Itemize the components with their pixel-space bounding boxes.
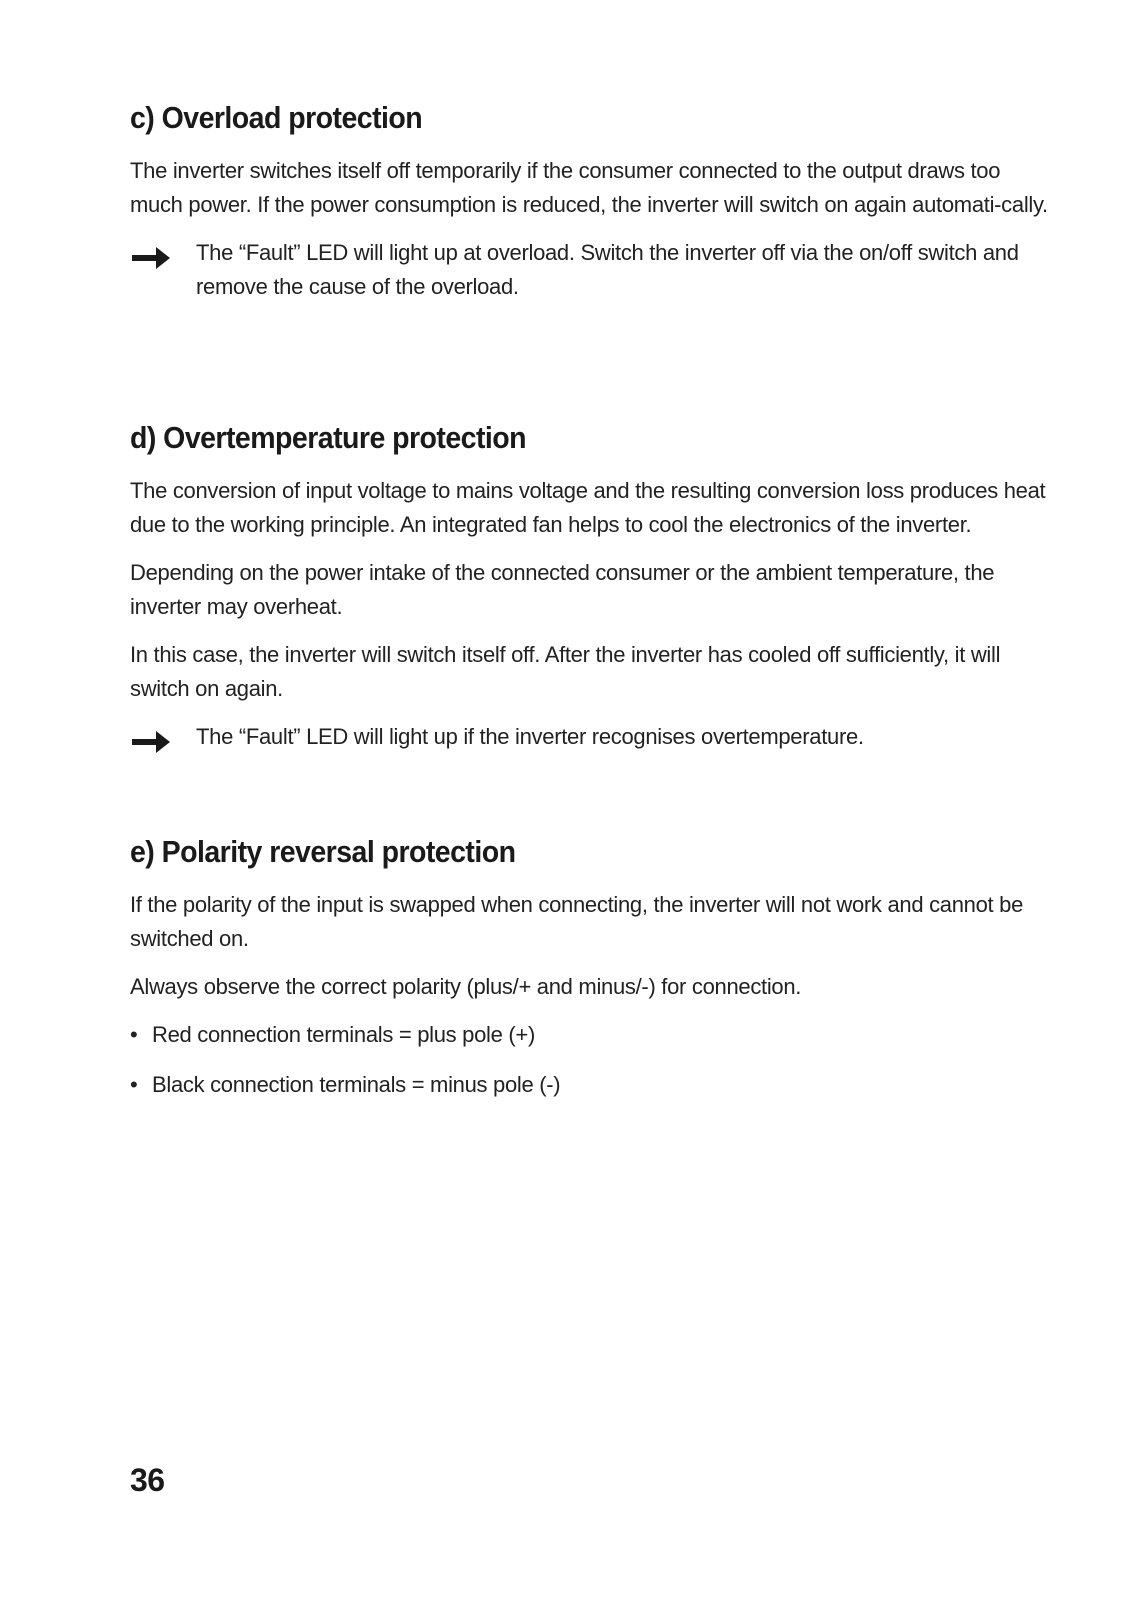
list-item	[130, 1068, 1050, 1102]
list-item	[130, 1018, 1050, 1052]
section-polarity-reversal-protection	[130, 832, 1050, 1118]
paragraph: The conversion of input voltage to mains voltage and the resulting conversion loss produces heat due to the working principle. An integrated fan helps to cool the electronics of the inverter.	[130, 478, 1046, 537]
note-text: The “Fault” LED will light up if the inverter recognises overtemperature.	[196, 724, 864, 749]
note	[130, 236, 1050, 304]
page-number: 36	[130, 1462, 165, 1498]
paragraph: Depending on the power intake of the connected consumer or the ambient temperature, the inverter may overheat.	[130, 560, 995, 619]
right-arrow-icon	[130, 728, 172, 756]
section-heading: c) Overload protection	[130, 100, 423, 135]
bullet-icon: •	[130, 1072, 138, 1097]
section-heading: e) Polarity reversal protection	[130, 834, 516, 869]
section-overload-protection	[130, 98, 1050, 318]
list-item-text: Black connection terminals = minus pole (-)	[152, 1072, 561, 1097]
paragraph: In this case, the inverter will switch itself off. After the inverter has cooled off sufficiently, it will switch on again.	[130, 642, 1001, 701]
paragraph: Always observe the correct polarity (plus/+ and minus/-) for connection.	[130, 974, 802, 999]
section-overtemperature-protection	[130, 418, 1050, 768]
list-item-text: Red connection terminals = plus pole (+)	[152, 1022, 535, 1047]
note-text: The “Fault” LED will light up at overload. Switch the inverter off via the on/off switch and remove the cause of the overload.	[196, 240, 1019, 299]
bullet-list	[130, 1018, 1050, 1102]
bullet-icon: •	[130, 1022, 138, 1047]
right-arrow-icon	[130, 244, 172, 272]
note	[130, 720, 1050, 754]
paragraph: If the polarity of the input is swapped when connecting, the inverter will not work and cannot be switched on.	[130, 892, 1023, 951]
paragraph: The inverter switches itself off temporarily if the consumer connected to the output draws too much power. If the power consumption is reduced, the inverter will switch on again automati-cally.	[130, 158, 1048, 217]
section-heading: d) Overtemperature protection	[130, 420, 527, 455]
